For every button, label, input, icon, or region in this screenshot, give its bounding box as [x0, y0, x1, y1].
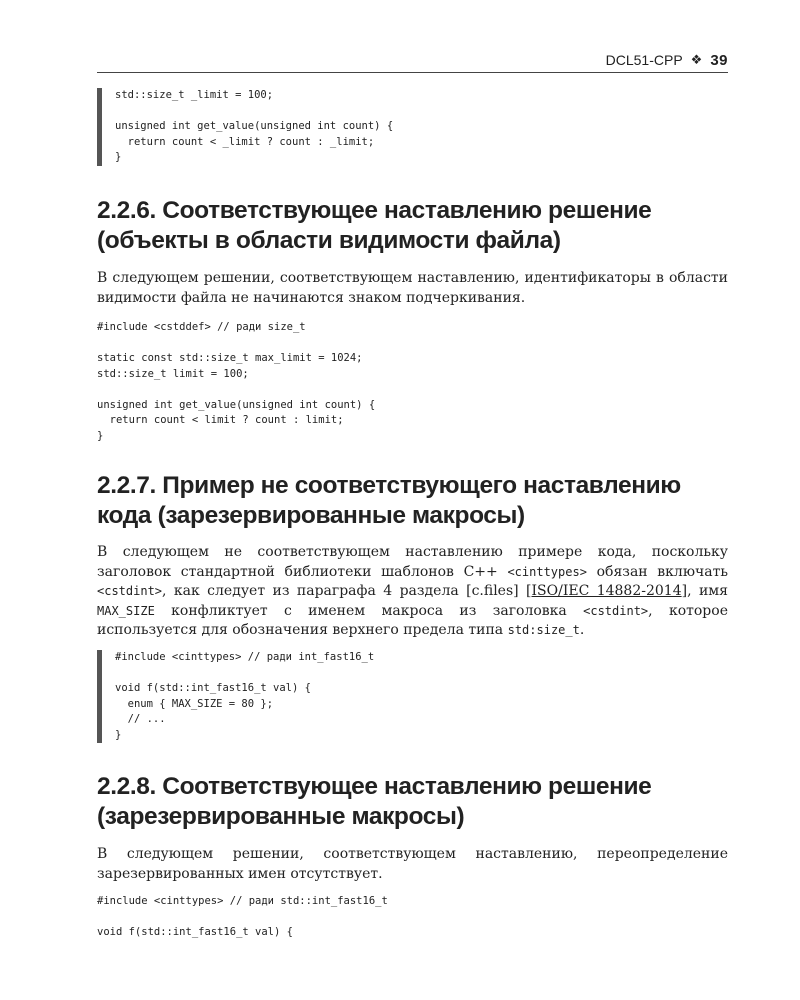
inline-code: MAX_SIZE — [97, 603, 155, 618]
inline-code: std:size_t — [507, 623, 580, 637]
heading-line: кода (зарезервированные макросы) — [97, 502, 525, 529]
separator-ornament-icon: ❖ — [690, 52, 703, 67]
page-number: 39 — [710, 51, 728, 69]
section-heading-2-2-7 — [97, 471, 681, 531]
book-code: DCL51-CPP — [605, 52, 683, 68]
section-heading-2-2-6 — [97, 196, 651, 256]
paragraph-2-2-7 — [97, 543, 728, 641]
text-run: , которое используется для обозначения верхнего предела типа — [97, 602, 728, 638]
inline-code: <cstdint> — [97, 584, 163, 598]
header-rule — [97, 72, 728, 73]
text-run: обязан включать — [586, 563, 728, 580]
text-run: , как следует из параграфа 4 раздела [c.files] [ — [162, 583, 532, 599]
code-block-2-2-8: #include <cinttypes> // ради std::int_fast16_t void f(std::int_fast16_t val) { — [97, 895, 388, 938]
text-run: ], имя — [681, 583, 728, 599]
heading-line: 2.2.6. Соответствующее наставлению решение — [97, 197, 652, 224]
heading-line: 2.2.8. Соответствующее наставлению решение — [97, 773, 652, 800]
inline-code: <cstdint> — [583, 603, 649, 618]
section-heading-2-2-8 — [97, 772, 651, 832]
text-run: В следующем не соответствующем наставлению примере кода, поскольку заголовок стандартной библиотеки шаблонов С++ — [97, 544, 728, 580]
code-block-limit: std::size_t _limit = 100; unsigned int get_value(unsigned int count) { return count < _limit ? count : _limit; } — [97, 88, 393, 166]
reference-link[interactable]: ISO/IEC 14882-2014 — [531, 583, 682, 599]
paragraph-2-2-8: В следующем решении, соответствующем наставлению, переопределение зарезервированных имен отсутствует. — [97, 846, 728, 882]
paragraph-2-2-6: В следующем решении, соответствующем наставлению, идентификаторы в области видимости файла не начинаются знаком подчеркивания. — [97, 270, 728, 306]
code-block-2-2-7: #include <cinttypes> // ради int_fast16_t void f(std::int_fast16_t val) { enum { MAX_SIZE = 80 }; // ... } — [97, 650, 374, 743]
heading-line: (объекты в области видимости файла) — [97, 227, 561, 254]
heading-line: (зарезервированные макросы) — [97, 803, 465, 830]
heading-line: 2.2.7. Пример не соответствующего наставлению — [97, 472, 681, 499]
inline-code: <cinttypes> — [507, 564, 587, 579]
code-block-2-2-6: #include <cstddef> // ради size_t static const std::size_t max_limit = 1024; std::size_t limit = 100; unsigned int get_value(unsigned int count) { return count < limit ? count : limit; } — [97, 321, 376, 442]
text-run: . — [579, 622, 585, 638]
text-run: конфликтует с именем макроса из заголовка — [154, 602, 584, 619]
running-header — [606, 50, 728, 70]
